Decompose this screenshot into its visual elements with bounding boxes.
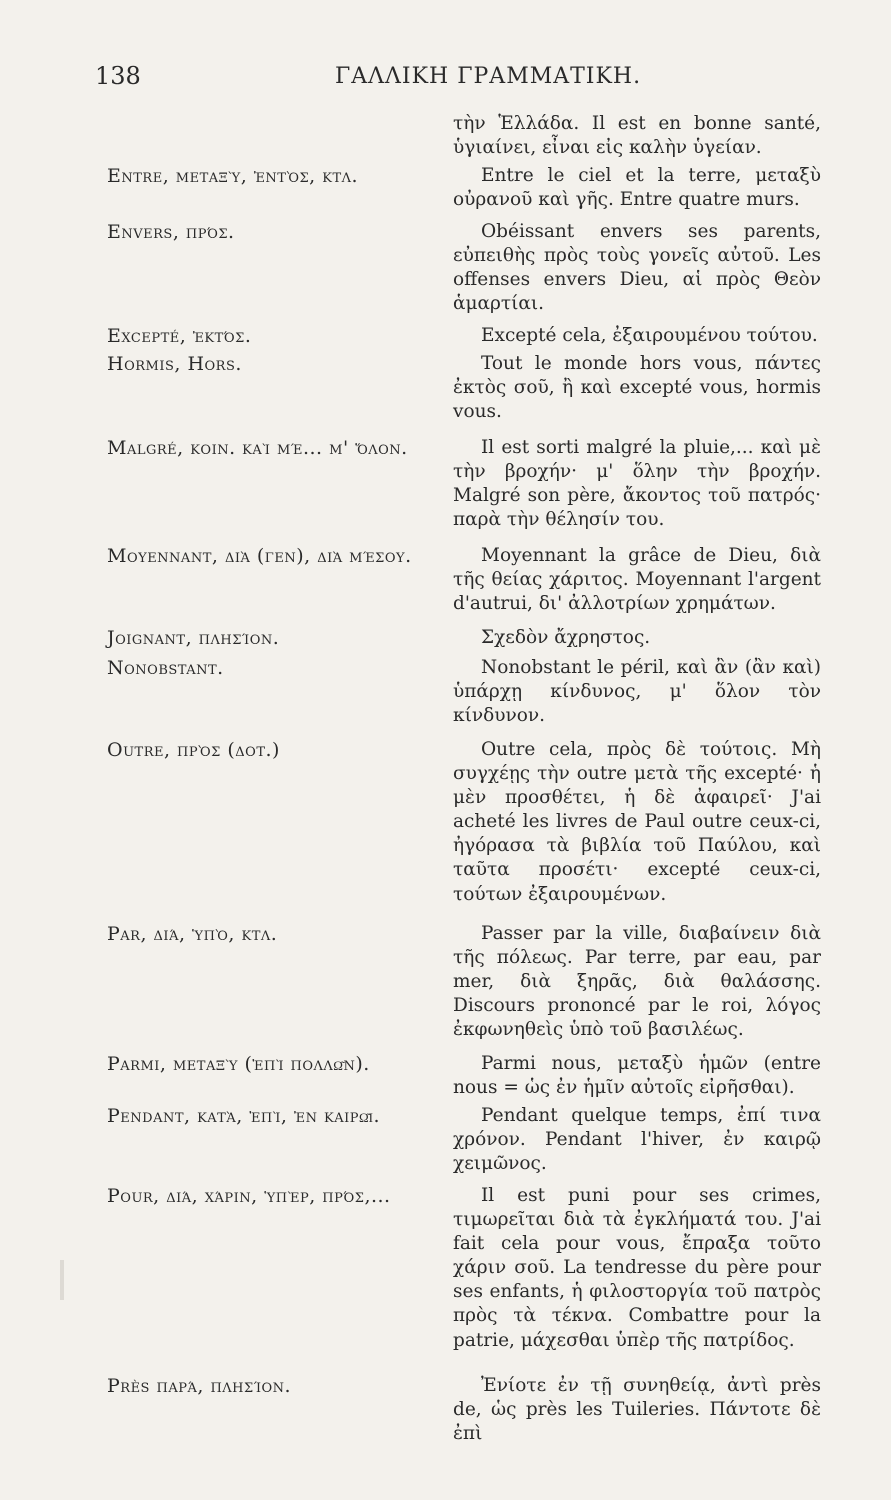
running-title: ΓΑΛΛΙΚΗ ΓΡΑΜΜΑΤΙΚΗ. xyxy=(335,64,642,89)
entry-definition: Moyennant la grâce de Dieu, διὰ τῆς θείας χάριτος. Moyennant l'argent d'autrui, δι' ἀλλοτρίων χρημάτων. xyxy=(453,545,821,615)
entry-term: Pendant, κατὰ, ἐπὶ, ἐν καιρῷ. xyxy=(107,1105,380,1127)
entry-term: Envers, πρός. xyxy=(107,221,235,243)
entry-term: Excepté, ἐκτός. xyxy=(107,325,252,347)
entry-definition: Il est sorti malgré la pluie,... καὶ μὲ τὴν βροχήν· μ' ὅλην τὴν βροχήν. Malgré son père, ἄκοντος τοῦ πατρός· παρὰ τὴν θέλησίν του. xyxy=(453,437,821,531)
entry-definition: Pendant quelque temps, ἐπί τινα χρόνον. Pendant l'hiver, ἐν καιρῷ χειμῶνος. xyxy=(453,1105,821,1175)
entry-term: Moyennant, διὰ (γεν), διὰ μέσου. xyxy=(107,545,412,567)
entry-definition: Excepté cela, ἐξαιρουμένου τούτου. xyxy=(481,325,818,346)
entry-definition: Tout le monde hors vous, πάντες ἐκτὸς σοῦ, ἢ καὶ excepté vous, hormis vous. xyxy=(453,353,821,423)
entry-definition: Entre le ciel et la terre, μεταξὺ οὐρανοῦ καὶ γῆς. Entre quatre murs. xyxy=(453,165,821,211)
entry-term: Près παρά, πλησίον. xyxy=(107,1375,292,1397)
entry-definition: Ἐνίοτε ἐν τῇ συνηθείᾳ, ἀντὶ près de, ὡς près les Tuileries. Πάντοτε δὲ ἐπὶ xyxy=(453,1375,821,1445)
entry-term: Par, διά, ὑπὸ, κτλ. xyxy=(107,923,278,945)
entry-term: Pour, διά, χάριν, ὑπὲρ, πρός,... xyxy=(107,1185,391,1207)
paper-stain xyxy=(60,1260,64,1300)
entry-definition: Passer par la ville, διαβαίνειν διὰ τῆς πόλεως. Par terre, par eau, par mer, διὰ ξηρᾶς, διὰ θαλάσσης. Discours prononcé par le roi, λόγος ἐκφωνηθεὶς ὑπὸ τοῦ βασιλέως. xyxy=(453,923,821,1041)
entry-definition: Obéissant envers ses parents, εὐπειθὴς πρὸς τοὺς γονεῖς αὐτοῦ. Les offenses envers Dieu, αἱ πρὸς Θεὸν ἁμαρτίαι. xyxy=(453,221,821,315)
entry-definition: τὴν Ἑλλάδα. Il est en bonne santé, ὑγιαίνει, εἶναι εἰς καλὴν ὑγείαν. xyxy=(453,113,821,159)
entry-term: Outre, πρὸς (δοτ.) xyxy=(107,739,280,761)
entry-definition: Nonobstant le péril, καὶ ἂν (ἂν καὶ) ὑπάρχῃ κίνδυνος, μ' ὅλον τὸν κίνδυνον. xyxy=(453,657,821,727)
entry-definition: Σχεδὸν ἄχρηστος. xyxy=(481,627,651,648)
page-header xyxy=(95,62,825,94)
entry-definition: Outre cela, πρὸς δὲ τούτοις. Μὴ συγχέῃς τὴν outre μετὰ τῆς excepté· ἡ μὲν προσθέτει, ἡ δὲ ἀφαιρεῖ· J'ai acheté les livres de Paul outre ceux-ci, ἠγόρασα τὰ βιβλία τοῦ Παύλου, καὶ ταῦτα προσέτι· excepté ceux-ci, τούτων ἐξαιρουμένων. xyxy=(453,739,821,905)
entry-definition: Parmi nous, μεταξὺ ἡμῶν (entre nous = ὡς ἐν ἡμῖν αὐτοῖς εἰρῆσθαι). xyxy=(453,1053,821,1099)
entry-term: Malgré, κοιν. καὶ μέ... μ' ὅλον. xyxy=(107,437,408,459)
entry-term: Hormis, Hors. xyxy=(107,353,242,375)
entry-term: Entre, μεταξὺ, ἐντὸς, κτλ. xyxy=(107,165,359,187)
page-number: 138 xyxy=(95,62,141,90)
entry-definition: Il est puni pour ses crimes, τιμωρεῖται διὰ τὰ ἐγκλήματά του. J'ai fait cela pour vous, ἔπραξα τοῦτο χάριν σοῦ. La tendresse du père pour ses enfants, ἡ φιλοστοργία τοῦ πατρὸς πρὸς τὰ τέκνα. Combattre pour la patrie, μάχεσθαι ὑπὲρ τῆς πατρίδος. xyxy=(453,1185,821,1351)
entry-term: Joignant, πλησίον. xyxy=(107,627,280,649)
entry-term: Nonobstant. xyxy=(107,657,224,679)
entry-term: Parmi, μεταξὺ (ἐπὶ πολλῶν). xyxy=(107,1053,370,1075)
